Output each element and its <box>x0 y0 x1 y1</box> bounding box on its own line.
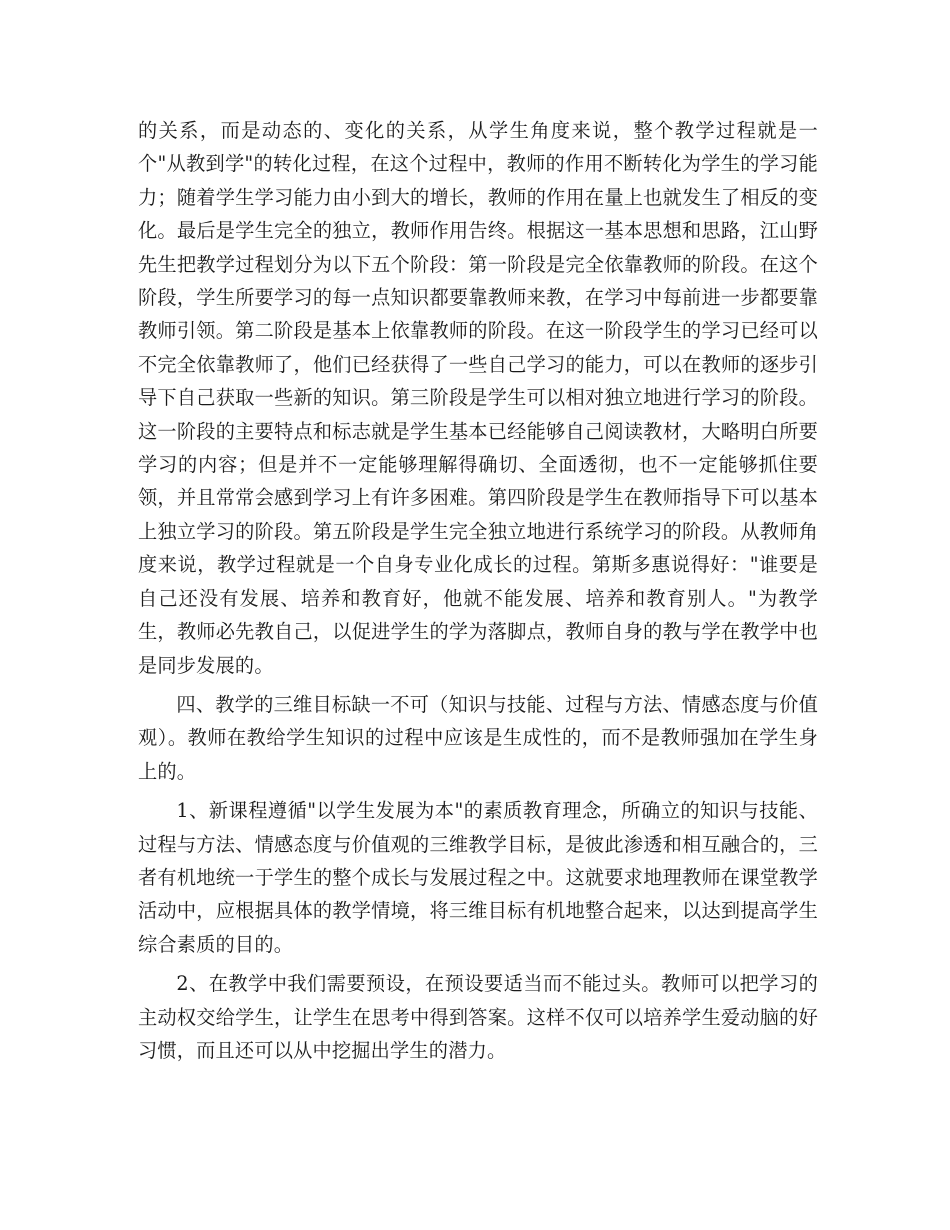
document-body <box>138 114 818 1073</box>
paragraph-continuation: 的关系，而是动态的、变化的关系，从学生角度来说，整个教学过程就是一个"从教到学"的转化过程，在这个过程中，教师的作用不断转化为学生的学习能力；随着学生学习能力由小到大的增长，教师的作用在量上也就发生了相反的变化。最后是学生完全的独立，教师作用告终。根据这一基本思想和思路，江山野先生把教学过程划分为以下五个阶段：第一阶段是完全依靠教师的阶段。在这个阶段，学生所要学习的每一点知识都要靠教师来教，在学习中每前进一步都要靠教师引领。第二阶段是基本上依靠教师的阶段。在这一阶段学生的学习已经可以不完全依靠教师了，他们已经获得了一些自己学习的能力，可以在教师的逐步引导下自己获取一些新的知识。第三阶段是学生可以相对独立地进行学习的阶段。这一阶段的主要特点和标志就是学生基本已经能够自己阅读教材，大略明白所要学习的内容；但是并不一定能够理解得确切、全面透彻，也不一定能够抓住要领，并且常常会感到学习上有许多困难。第四阶段是学生在教师指导下可以基本上独立学习的阶段。第五阶段是学生完全独立地进行系统学习的阶段。从教师角度来说，教学过程就是一个自身专业化成长的过程。第斯多惠说得好："谁要是自己还没有发展、培养和教育好，他就不能发展、培养和教育别人。"为教学生，教师必先教自己，以促进学生的学为落脚点，教师自身的教与学在教学中也是同步发展的。 <box>138 119 818 677</box>
paragraph-section-four: 四、教学的三维目标缺一不可（知识与技能、过程与方法、情感态度与价值观）。教师在教给学生知识的过程中应该是生成性的，而不是教师强加在学生身上的。 <box>138 692 818 783</box>
paragraph-point-two: 2、在教学中我们需要预设，在预设要适当而不能过头。教师可以把学习的主动权交给学生，让学生在思考中得到答案。这样不仅可以培养学生爱动脑的好习惯，而且还可以从中挖掘出学生的潜力。 <box>138 972 818 1062</box>
paragraph-point-one: 1、新课程遵循"以学生发展为本"的素质教育理念，所确立的知识与技能、过程与方法、情感态度与价值观的三维教学目标，是彼此渗透和相互融合的，三者有机地统一于学生的整个成长与发展过程之中。这就要求地理教师在课堂教学活动中，应根据具体的教学情境，将三维目标有机地整合起来，以达到提高学生综合素质的目的。 <box>138 799 818 956</box>
